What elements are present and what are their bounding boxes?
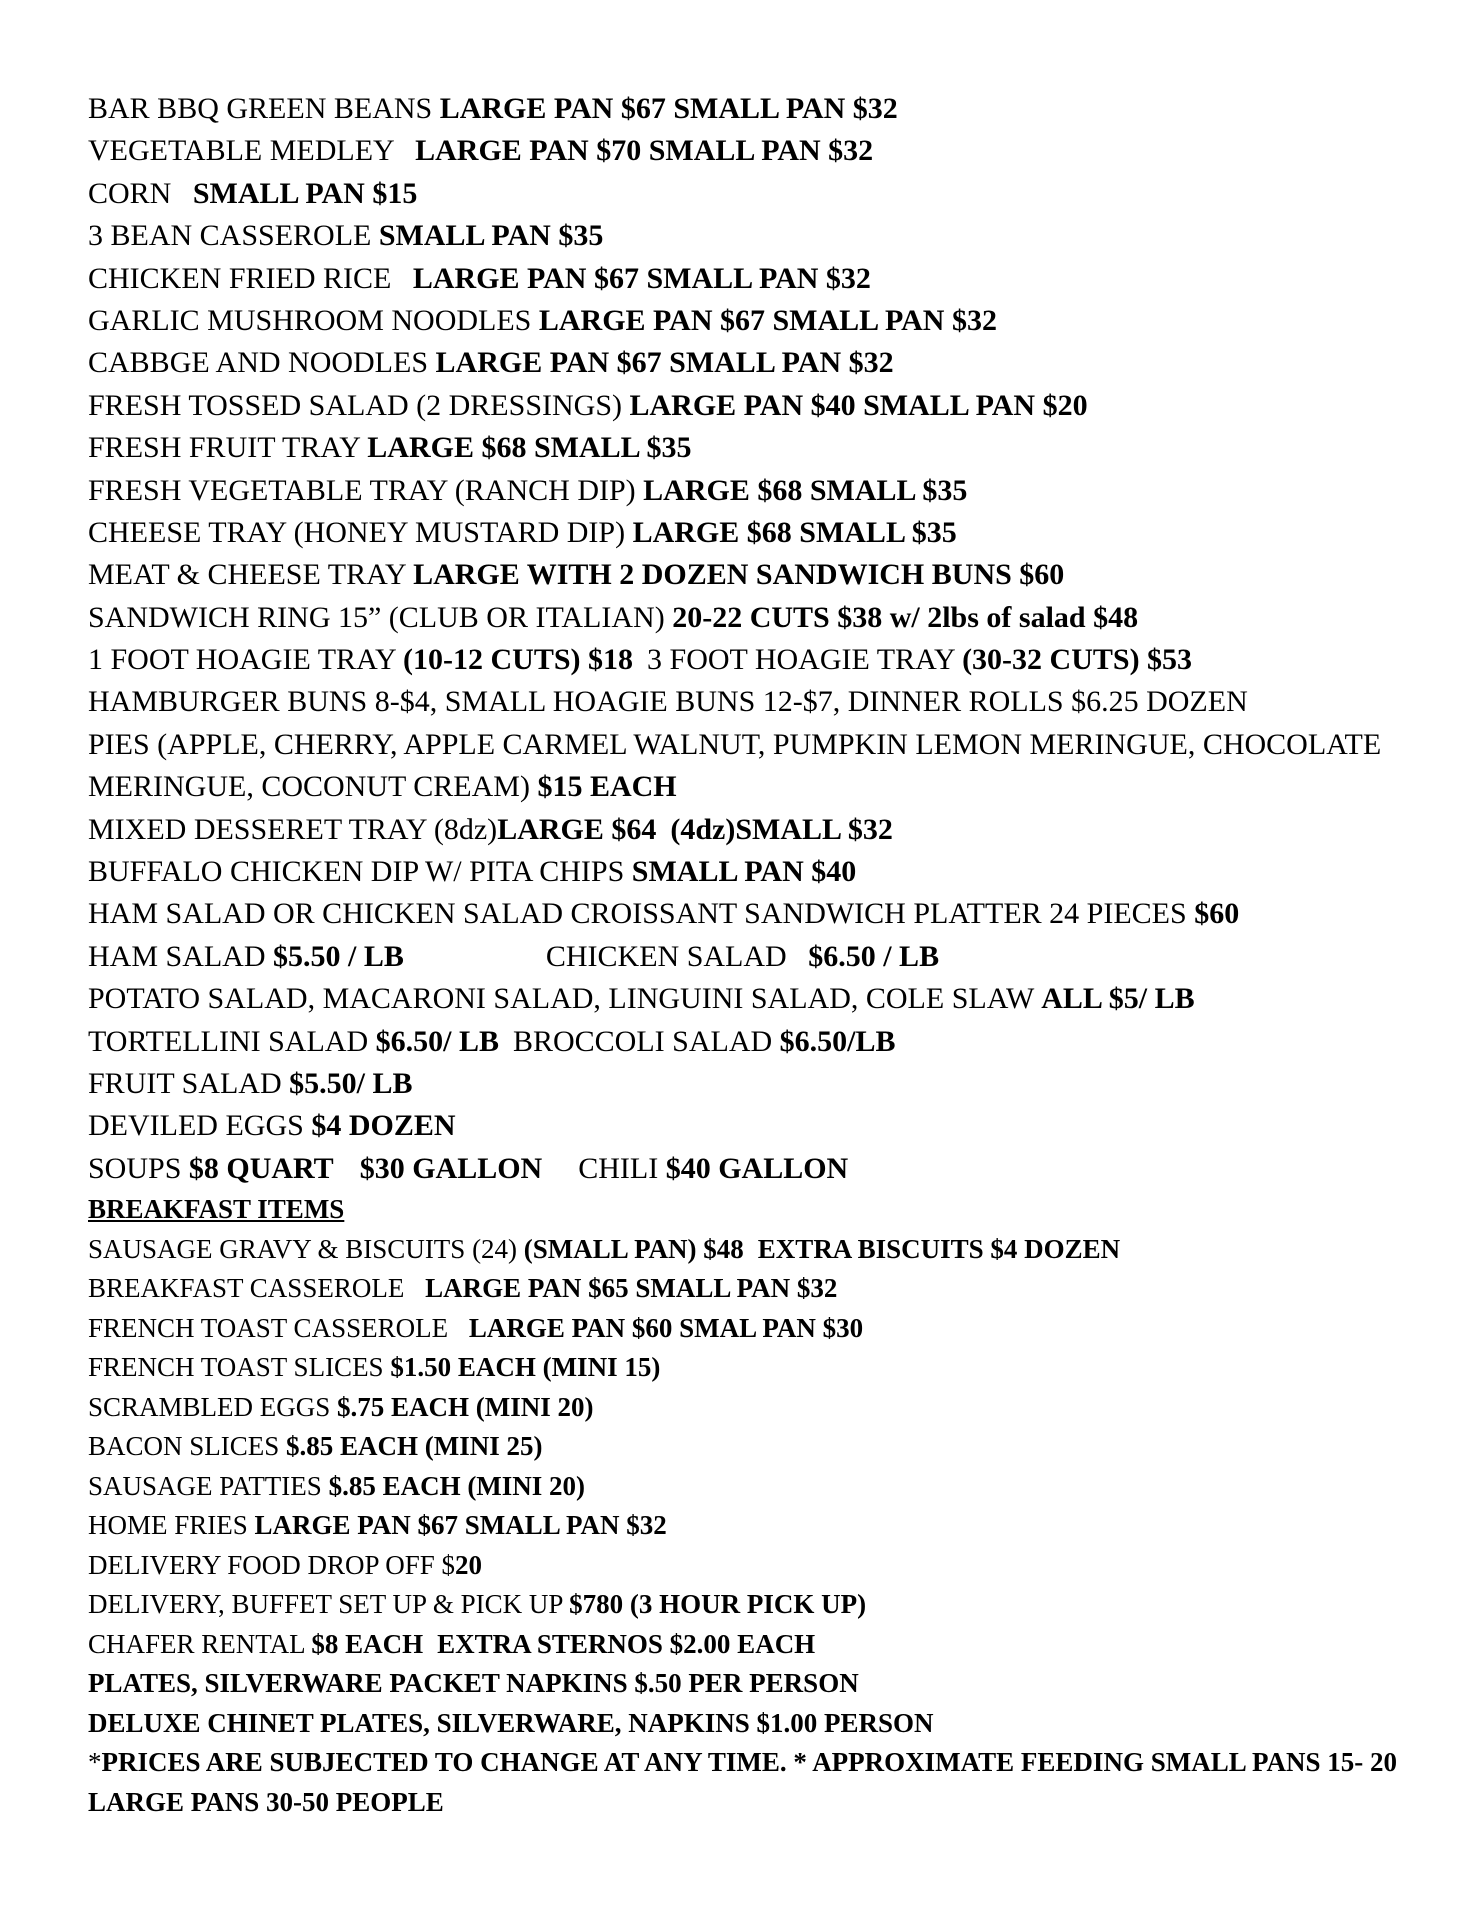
item-price: $30 GALLON <box>359 1151 543 1185</box>
item-name: FRENCH TOAST CASSEROLE <box>88 1312 455 1343</box>
item-price: LARGE PAN $60 SMAL PAN $30 <box>468 1312 864 1343</box>
item-name: FRESH FRUIT TRAY <box>88 431 368 465</box>
item-name: CORN <box>88 176 179 210</box>
item-price: $6.50 / LB <box>808 939 940 973</box>
menu-line <box>88 342 1428 384</box>
salads-line <box>88 936 1428 978</box>
breakfast-line <box>88 1427 1428 1467</box>
item-price: LARGE PAN $67 SMALL PAN $32 <box>538 303 997 337</box>
item-name: HAM SALAD OR CHICKEN SALAD CROISSANT SANDWICH PLATTER 24 PIECES <box>88 897 1195 931</box>
item-price: LARGE PAN $67 SMALL PAN $32 <box>435 346 894 380</box>
item-name: HOME FRIES <box>88 1510 255 1541</box>
item-price: $.85 EACH (MINI 25) <box>286 1431 543 1462</box>
item-name: FRESH TOSSED SALAD (2 DRESSINGS) <box>88 388 630 422</box>
plates-line <box>88 1664 1428 1704</box>
breakfast-line <box>88 1585 1428 1625</box>
item-price: LARGE PAN $40 SMALL PAN $20 <box>629 388 1088 422</box>
item-name: VEGETABLE MEDLEY <box>88 134 402 168</box>
dessert-line <box>88 809 1428 851</box>
item-price: SMALL PAN $40 <box>631 855 857 889</box>
item-price: LARGE PAN $70 SMALL PAN $32 <box>415 134 874 168</box>
deviled-eggs-line <box>88 1105 1428 1147</box>
item-price: LARGE WITH 2 DOZEN SANDWICH BUNS $60 <box>413 558 1065 592</box>
menu-line <box>88 512 1428 554</box>
menu-line <box>88 427 1428 469</box>
breakfast-line <box>88 1230 1428 1270</box>
breakfast-line <box>88 1269 1428 1309</box>
breakfast-line <box>88 1546 1428 1586</box>
item-name: FRENCH TOAST SLICES <box>88 1352 391 1383</box>
menu-line <box>88 385 1428 427</box>
item-name: CHICKEN FRIED RICE <box>88 261 399 295</box>
item-name: CHAFER RENTAL <box>88 1628 312 1659</box>
item-price: $5.50/ LB <box>289 1066 413 1100</box>
item-name: SANDWICH RING 15” (CLUB OR ITALIAN) <box>88 600 673 634</box>
item-price: $.85 EACH (MINI 20) <box>328 1470 586 1501</box>
disclaimer <box>88 1743 1428 1822</box>
item-name: FRUIT SALAD <box>88 1066 290 1100</box>
item-name: MERINGUE, COCONUT CREAM) <box>88 770 538 804</box>
item-name: 1 FOOT HOAGIE TRAY <box>88 643 404 677</box>
deluxe-line <box>88 1704 1428 1744</box>
item-price: $6.50/ LB <box>375 1024 499 1058</box>
pies-line-2 <box>88 766 1428 808</box>
item-price: EXTRA BISCUITS $4 DOZEN <box>757 1233 1121 1264</box>
item-price: LARGE PAN $65 SMALL PAN $32 <box>425 1273 838 1304</box>
item-name: 3 FOOT HOAGIE TRAY <box>647 643 963 677</box>
platter-line <box>88 893 1428 935</box>
breakfast-line <box>88 1388 1428 1428</box>
item-price: (10-12 CUTS) $18 <box>403 643 634 677</box>
item-price: $.75 EACH (MINI 20) <box>337 1391 594 1422</box>
item-name: CHEESE TRAY (HONEY MUSTARD DIP) <box>88 515 633 549</box>
breakfast-line <box>88 1467 1428 1507</box>
item-name: GARLIC MUSHROOM NOODLES <box>88 303 539 337</box>
item-name: BAR BBQ GREEN BEANS <box>88 92 440 125</box>
item-name: TORTELLINI SALAD <box>88 1024 376 1058</box>
item-name: 3 BEAN CASSEROLE <box>88 219 379 253</box>
price-list <box>88 88 1428 1822</box>
item-price: SMALL PAN $15 <box>192 176 418 210</box>
item-name: FRESH VEGETABLE TRAY (RANCH DIP) <box>88 473 644 507</box>
breakfast-line <box>88 1625 1428 1665</box>
item-price: $15 EACH <box>537 770 677 804</box>
item-name: CHILI <box>578 1151 666 1185</box>
item-price: (SMALL PAN) $48 <box>523 1233 744 1264</box>
item-name: SAUSAGE PATTIES <box>88 1470 329 1501</box>
item-name: MEAT & CHEESE TRAY <box>88 558 414 592</box>
item-price: $780 (3 HOUR PICK UP) <box>569 1589 867 1620</box>
fruit-salad-line <box>88 1063 1428 1105</box>
item-price: LARGE $68 SMALL $35 <box>367 431 692 465</box>
item-name: DELIVERY, BUFFET SET UP & PICK UP <box>88 1589 570 1620</box>
item-name: BUFFALO CHICKEN DIP W/ PITA CHIPS <box>88 855 632 889</box>
item-name: BREAKFAST CASSEROLE <box>88 1273 412 1304</box>
item-price: $4 DOZEN <box>311 1109 456 1143</box>
item-price: 20 <box>455 1549 483 1580</box>
item-name: DEVILED EGGS <box>88 1109 312 1143</box>
breakfast-line <box>88 1506 1428 1546</box>
item-price: SMALL PAN $35 <box>378 219 604 253</box>
item-price: $1.50 EACH (MINI 15) <box>390 1352 661 1383</box>
tortellini-line <box>88 1021 1428 1063</box>
breakfast-line <box>88 1309 1428 1349</box>
menu-line <box>88 554 1428 596</box>
item-price: $6.50/LB <box>779 1024 896 1058</box>
item-name: MIXED DESSERET TRAY (8dz) <box>88 812 498 846</box>
item-price: $40 GALLON <box>665 1151 849 1185</box>
item-name: BROCCOLI SALAD <box>512 1024 780 1058</box>
deluxe-text: DELUXE CHINET PLATES, SILVERWARE, NAPKINS $1.00 PERSON <box>88 1707 934 1738</box>
menu-line <box>88 173 1428 215</box>
item-name: BACON SLICES <box>88 1431 287 1462</box>
buns-line: HAMBURGER BUNS 8-$4, SMALL HOAGIE BUNS 12-$7, DINNER ROLLS $6.25 DOZEN <box>88 685 1248 719</box>
item-name: HAM SALAD <box>88 939 274 973</box>
item-price: EXTRA STERNOS $2.00 EACH <box>437 1628 816 1659</box>
item-price: LARGE PAN $67 SMALL PAN $32 <box>254 1510 667 1541</box>
breakfast-heading: BREAKFAST ITEMS <box>88 1194 345 1225</box>
buffalo-line <box>88 851 1428 893</box>
item-name: (4dz) <box>670 812 736 846</box>
menu-line <box>88 130 1428 172</box>
item-name: CABBGE AND NOODLES <box>88 346 436 380</box>
item-name: DELIVERY FOOD DROP OFF $ <box>88 1549 456 1580</box>
disclaimer-text: PRICES ARE SUBJECTED TO CHANGE AT ANY TIME. * APPROXIMATE FEEDING SMALL PANS 15- 20 LARGE PANS 30-50 PEOPLE <box>88 1747 1397 1817</box>
hoagie-line <box>88 639 1428 681</box>
item-name: SAUSAGE GRAVY & BISCUITS (24) <box>88 1233 524 1264</box>
item-price: LARGE PAN $67 SMALL PAN $32 <box>439 92 898 125</box>
item-price: SMALL $32 <box>735 812 893 846</box>
menu-line <box>88 88 1428 130</box>
pies-line-1: PIES (APPLE, CHERRY, APPLE CARMEL WALNUT, PUMPKIN LEMON MERINGUE, CHOCOLATE <box>88 727 1382 761</box>
item-price: $60 <box>1194 897 1240 931</box>
item-name: SOUPS <box>88 1151 189 1185</box>
soups-line <box>88 1148 1428 1190</box>
item-price: $8 QUART <box>188 1151 334 1185</box>
item-price: LARGE $68 SMALL $35 <box>632 515 957 549</box>
menu-line <box>88 258 1428 300</box>
disclaimer-star: * <box>88 1747 102 1778</box>
menu-line <box>88 470 1428 512</box>
menu-line <box>88 215 1428 257</box>
item-name: CHICKEN SALAD <box>545 939 795 973</box>
item-price: LARGE $68 SMALL $35 <box>643 473 968 507</box>
potato-line <box>88 978 1428 1020</box>
menu-line <box>88 597 1428 639</box>
item-price: $8 EACH <box>311 1628 424 1659</box>
item-price: LARGE $64 <box>497 812 657 846</box>
item-price: 20-22 CUTS $38 w/ 2lbs of salad $48 <box>672 600 1139 634</box>
menu-line <box>88 300 1428 342</box>
item-price: (30-32 CUTS) $53 <box>962 643 1193 677</box>
item-price: LARGE PAN $67 SMALL PAN $32 <box>412 261 871 295</box>
plates-text: PLATES, SILVERWARE PACKET NAPKINS $.50 PER PERSON <box>88 1668 859 1699</box>
item-price: $5.50 / LB <box>273 939 404 973</box>
breakfast-line <box>88 1348 1428 1388</box>
item-name: POTATO SALAD, MACARONI SALAD, LINGUINI SALAD, COLE SLAW <box>88 982 1042 1016</box>
item-price: ALL $5/ LB <box>1041 982 1195 1016</box>
item-name: SCRAMBLED EGGS <box>88 1391 338 1422</box>
